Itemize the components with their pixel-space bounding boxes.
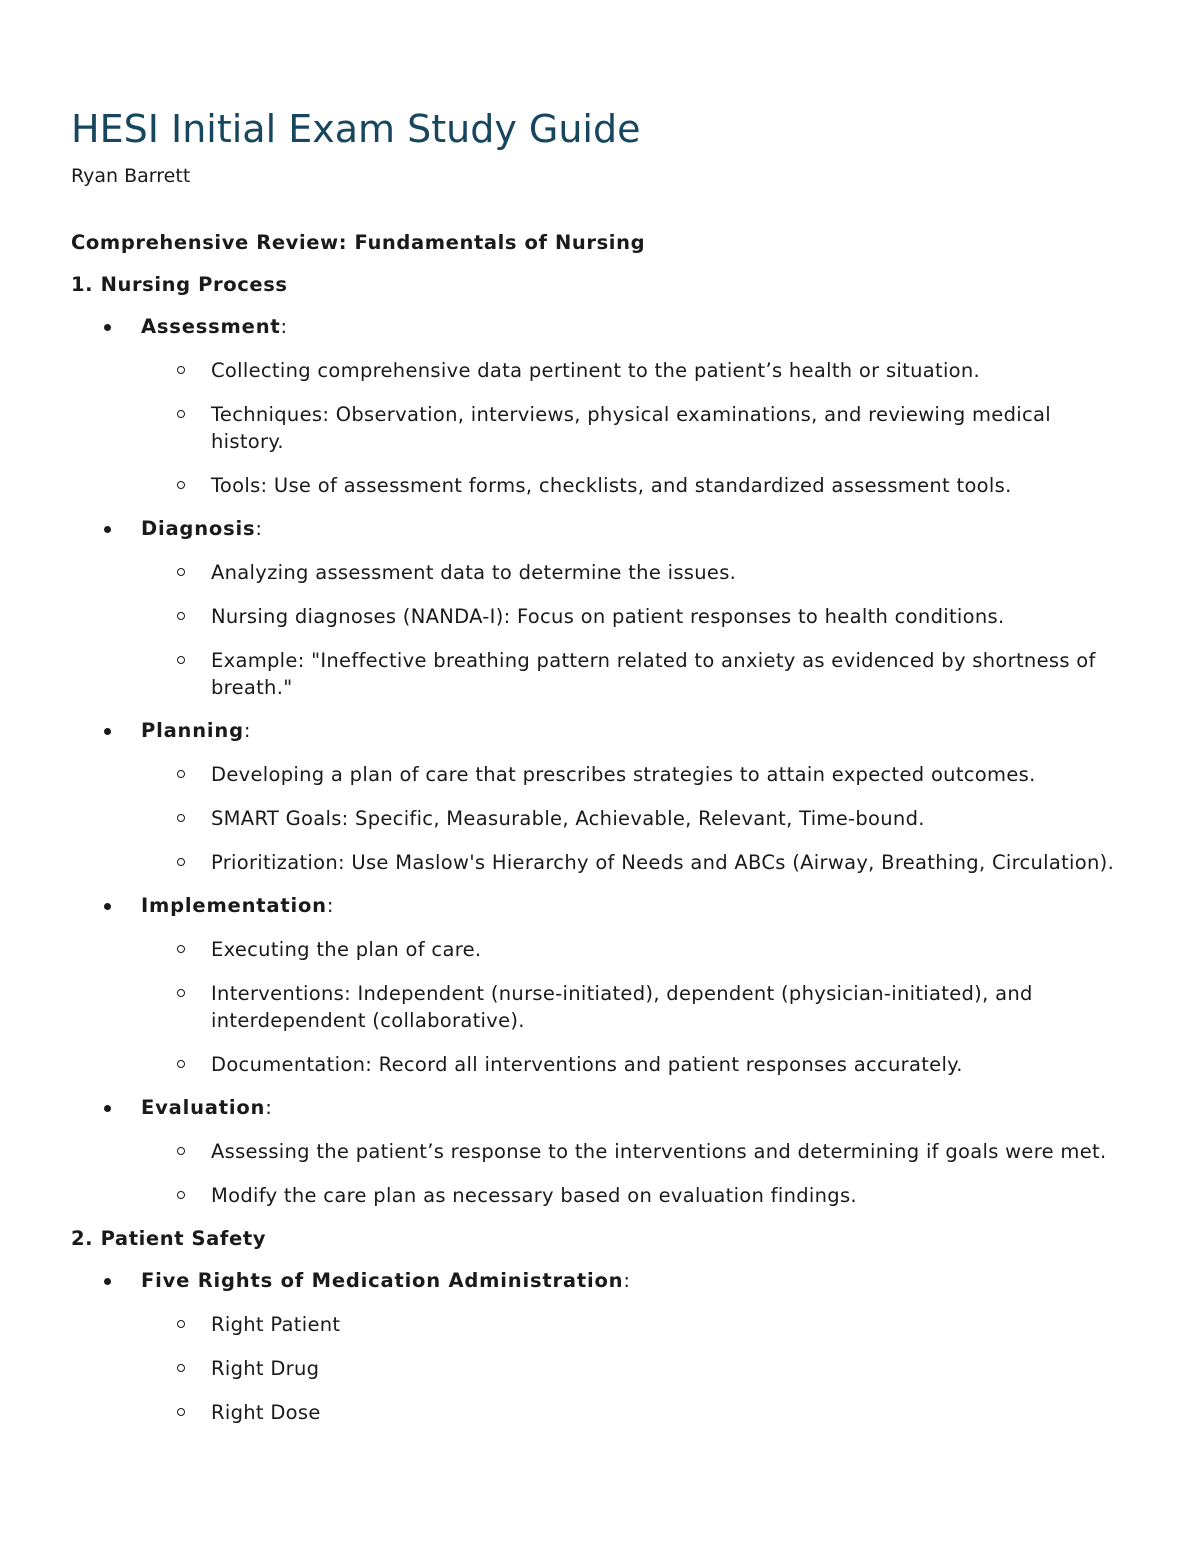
detail-list: [141, 357, 1120, 499]
detail-item: [141, 357, 1120, 384]
bullet-icon: [104, 903, 111, 910]
detail-item: [141, 1355, 1120, 1382]
circle-bullet-icon: [177, 656, 185, 664]
topic-term-suffix: :: [255, 517, 263, 540]
detail-item: [141, 472, 1120, 499]
review-heading: Comprehensive Review: Fundamentals of Nursing: [71, 231, 646, 254]
detail-text: Interventions: Independent (nurse-initiated), dependent (physician-initiated), and interdependent (collaborative).: [211, 982, 1033, 1032]
detail-text: Right Dose: [211, 1401, 321, 1424]
detail-item: [141, 647, 1120, 701]
topic-term: Diagnosis: [141, 517, 256, 540]
topic-term-suffix: :: [280, 315, 288, 338]
section-heading: 1. Nursing Process: [71, 273, 288, 296]
detail-item: [141, 559, 1120, 586]
detail-item: [141, 1311, 1120, 1338]
topic-item: [71, 893, 1120, 1078]
topic-term-suffix: :: [326, 894, 334, 917]
circle-bullet-icon: [177, 481, 185, 489]
detail-text: Right Patient: [211, 1313, 341, 1336]
detail-text: Nursing diagnoses (NANDA-I): Focus on patient responses to health conditions.: [211, 605, 1005, 628]
document-author: Ryan Barrett: [71, 165, 191, 187]
circle-bullet-icon: [177, 1147, 185, 1155]
topic-term: Evaluation: [141, 1096, 266, 1119]
detail-item: [141, 1051, 1120, 1078]
circle-bullet-icon: [177, 1320, 185, 1328]
detail-text: Modify the care plan as necessary based on evaluation findings.: [211, 1184, 857, 1207]
topic-list: [71, 1268, 1120, 1426]
bullet-icon: [104, 324, 111, 331]
bullet-icon: [104, 526, 111, 533]
detail-item: [141, 1182, 1120, 1209]
detail-text: Prioritization: Use Maslow's Hierarchy of Needs and ABCs (Airway, Breathing, Circulation).: [211, 851, 1115, 874]
detail-text: SMART Goals: Specific, Measurable, Achievable, Relevant, Time-bound.: [211, 807, 925, 830]
topic-item: [71, 1095, 1120, 1209]
topic-term-suffix: :: [623, 1269, 631, 1292]
detail-text: Tools: Use of assessment forms, checklists, and standardized assessment tools.: [211, 474, 1012, 497]
detail-text: Analyzing assessment data to determine the issues.: [211, 561, 737, 584]
topic-item: [71, 516, 1120, 701]
detail-item: [141, 805, 1120, 832]
topic-heading: [141, 516, 1120, 542]
topic-item: [71, 718, 1120, 876]
document-title: HESI Initial Exam Study Guide: [71, 107, 641, 151]
detail-list: [141, 559, 1120, 701]
bullet-icon: [104, 728, 111, 735]
topic-term: Assessment: [141, 315, 281, 338]
detail-list: [141, 1138, 1120, 1209]
detail-list: [141, 936, 1120, 1078]
topic-heading: [141, 893, 1120, 919]
detail-item: [141, 936, 1120, 963]
detail-item: [141, 980, 1120, 1034]
topic-heading: [141, 1095, 1120, 1121]
topic-item: [71, 1268, 1120, 1426]
topic-heading: [141, 718, 1120, 744]
topic-term: Implementation: [141, 894, 327, 917]
detail-list: [141, 1311, 1120, 1426]
detail-item: [141, 1399, 1120, 1426]
sections-container: [71, 273, 1120, 1426]
detail-text: Executing the plan of care.: [211, 938, 482, 961]
circle-bullet-icon: [177, 1364, 185, 1372]
topic-heading: [141, 314, 1120, 340]
topic-list: [71, 314, 1120, 1209]
circle-bullet-icon: [177, 814, 185, 822]
circle-bullet-icon: [177, 989, 185, 997]
detail-item: [141, 761, 1120, 788]
circle-bullet-icon: [177, 1060, 185, 1068]
detail-text: Collecting comprehensive data pertinent to the patient’s health or situation.: [211, 359, 981, 382]
topic-term: Five Rights of Medication Administration: [141, 1269, 624, 1292]
circle-bullet-icon: [177, 568, 185, 576]
detail-item: [141, 603, 1120, 630]
topic-item: [71, 314, 1120, 499]
detail-item: [141, 849, 1120, 876]
circle-bullet-icon: [177, 1191, 185, 1199]
topic-term-suffix: :: [243, 719, 251, 742]
topic-heading: [141, 1268, 1120, 1294]
detail-text: Right Drug: [211, 1357, 320, 1380]
detail-list: [141, 761, 1120, 876]
detail-text: Assessing the patient’s response to the interventions and determining if goals were met.: [211, 1140, 1107, 1163]
circle-bullet-icon: [177, 366, 185, 374]
topic-term-suffix: :: [265, 1096, 273, 1119]
detail-text: Example: "Ineffective breathing pattern related to anxiety as evidenced by shortness of breath.": [211, 649, 1096, 699]
circle-bullet-icon: [177, 612, 185, 620]
circle-bullet-icon: [177, 410, 185, 418]
circle-bullet-icon: [177, 945, 185, 953]
detail-text: Developing a plan of care that prescribes strategies to attain expected outcomes.: [211, 763, 1036, 786]
detail-text: Techniques: Observation, interviews, physical examinations, and reviewing medical history.: [211, 403, 1051, 453]
section-heading: 2. Patient Safety: [71, 1227, 267, 1250]
circle-bullet-icon: [177, 770, 185, 778]
circle-bullet-icon: [177, 858, 185, 866]
detail-text: Documentation: Record all interventions and patient responses accurately.: [211, 1053, 963, 1076]
detail-item: [141, 401, 1120, 455]
detail-item: [141, 1138, 1120, 1165]
bullet-icon: [104, 1278, 111, 1285]
bullet-icon: [104, 1105, 111, 1112]
circle-bullet-icon: [177, 1408, 185, 1416]
topic-term: Planning: [141, 719, 244, 742]
